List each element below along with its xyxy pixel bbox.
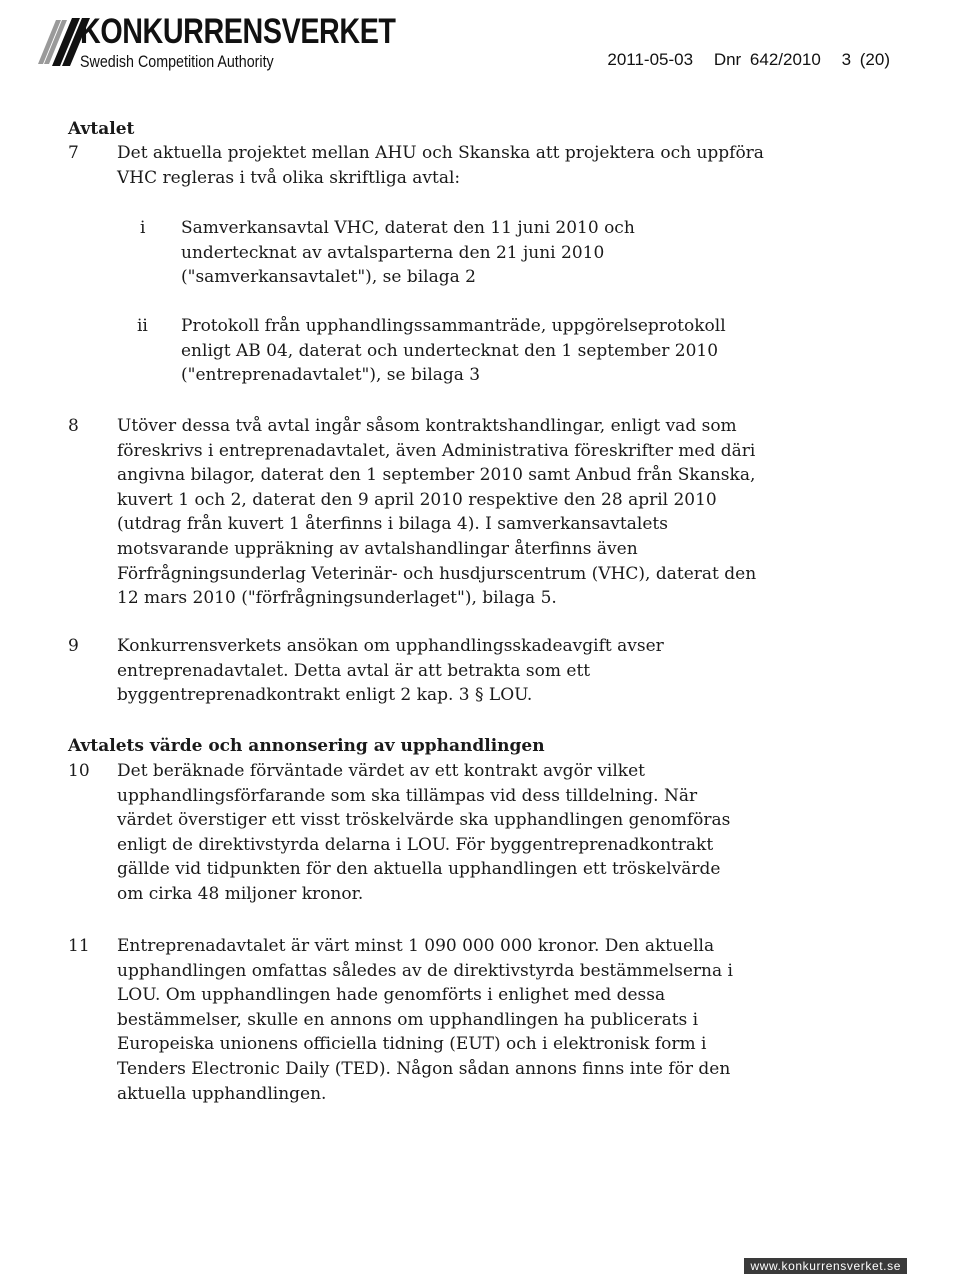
paragraph-number-10: 10 <box>68 761 90 781</box>
paragraph-7: Det aktuella projektet mellan AHU och Skanska att projektera och uppföra VHC regleras i två olika skriftliga avtal: <box>117 143 764 188</box>
document-meta <box>595 50 890 70</box>
paragraph-9: Konkurrensverkets ansökan om upphandlingsskadeavgift avser entreprenadavtalet. Detta avtal är att betrakta som ett byggentreprenadkontrakt enligt 2 kap. 3 § LOU. <box>117 636 664 706</box>
paragraph-number-9: 9 <box>68 636 79 656</box>
brand-subtitle: Swedish Competition Authority <box>80 52 274 71</box>
footer-url[interactable]: www.konkurrensverket.se <box>744 1258 907 1274</box>
paragraph-8: Utöver dessa två avtal ingår såsom kontraktshandlingar, enligt vad som föreskrivs i entreprenadavtalet, även Administrativa föreskrifter med däri angivna bilagor, daterat den 1 september 2010 samt Anbud från Skanska, kuvert 1 och 2, daterat den 9 april 2010 respektive den 28 april 2010 (utdrag från kuvert 1 återfinns i bilaga 4). I samverkansavtalets motsvarande uppräkning av avtalshandlingar återfinns även Förfrågningsunderlag Veterinär- och husdjurscentrum (VHC), daterat den 12 mars 2010 ("förfrågningsunderlaget"), bilaga 5. <box>117 416 757 609</box>
paragraph-number-8: 8 <box>68 416 79 436</box>
paragraph-number-7: 7 <box>68 143 79 163</box>
list-item-number-i: i <box>140 218 146 238</box>
list-item-ii: Protokoll från upphandlingssammanträde, uppgörelseprotokoll enligt AB 04, daterat och undertecknat den 1 september 2010 ("entreprenadavtalet"), se bilaga 3 <box>181 316 726 386</box>
page-number: 3 (20) <box>841 50 890 69</box>
paragraph-number-11: 11 <box>68 936 90 956</box>
list-item-i: Samverkansavtal VHC, daterat den 11 juni 2010 och undertecknat av avtalsparterna den 21 juni 2010 ("samverkansavtalet"), se bilaga 2 <box>181 218 635 288</box>
list-item-number-ii: ii <box>137 316 148 336</box>
brand-name: KONKURRENSVERKET <box>80 12 396 51</box>
case-number: Dnr 642/2010 <box>713 50 821 69</box>
section-heading-avtalet: Avtalet <box>68 119 135 139</box>
paragraph-11: Entreprenadavtalet är värt minst 1 090 000 000 kronor. Den aktuella upphandlingen omfattas således av de direktivstyrda bestämmelserna i LOU. Om upphandlingen hade genomförts i enlighet med dessa bestämmelser, skulle en annons om upphandlingen ha publicerats i Europeiska unionens officiella tidning (EUT) och i elektronisk form i Tenders Electronic Daily (TED). Någon sådan annons finns inte för den aktuella upphandlingen. <box>117 936 733 1104</box>
section-heading-avtalets-varde: Avtalets värde och annonsering av upphandlingen <box>68 736 545 756</box>
paragraph-10: Det beräknade förväntade värdet av ett kontrakt avgör vilket upphandlingsförfarande som ska tillämpas vid dess tilldelning. När värdet överstiger ett visst tröskelvärde ska upphandlingen genomföras enligt de direktivstyrda delarna i LOU. För byggentreprenadkontrakt gällde vid tidpunkten för den aktuella upphandlingen ett tröskelvärde om cirka 48 miljoner kronor. <box>117 761 731 904</box>
document-date: 2011-05-03 <box>607 50 694 69</box>
